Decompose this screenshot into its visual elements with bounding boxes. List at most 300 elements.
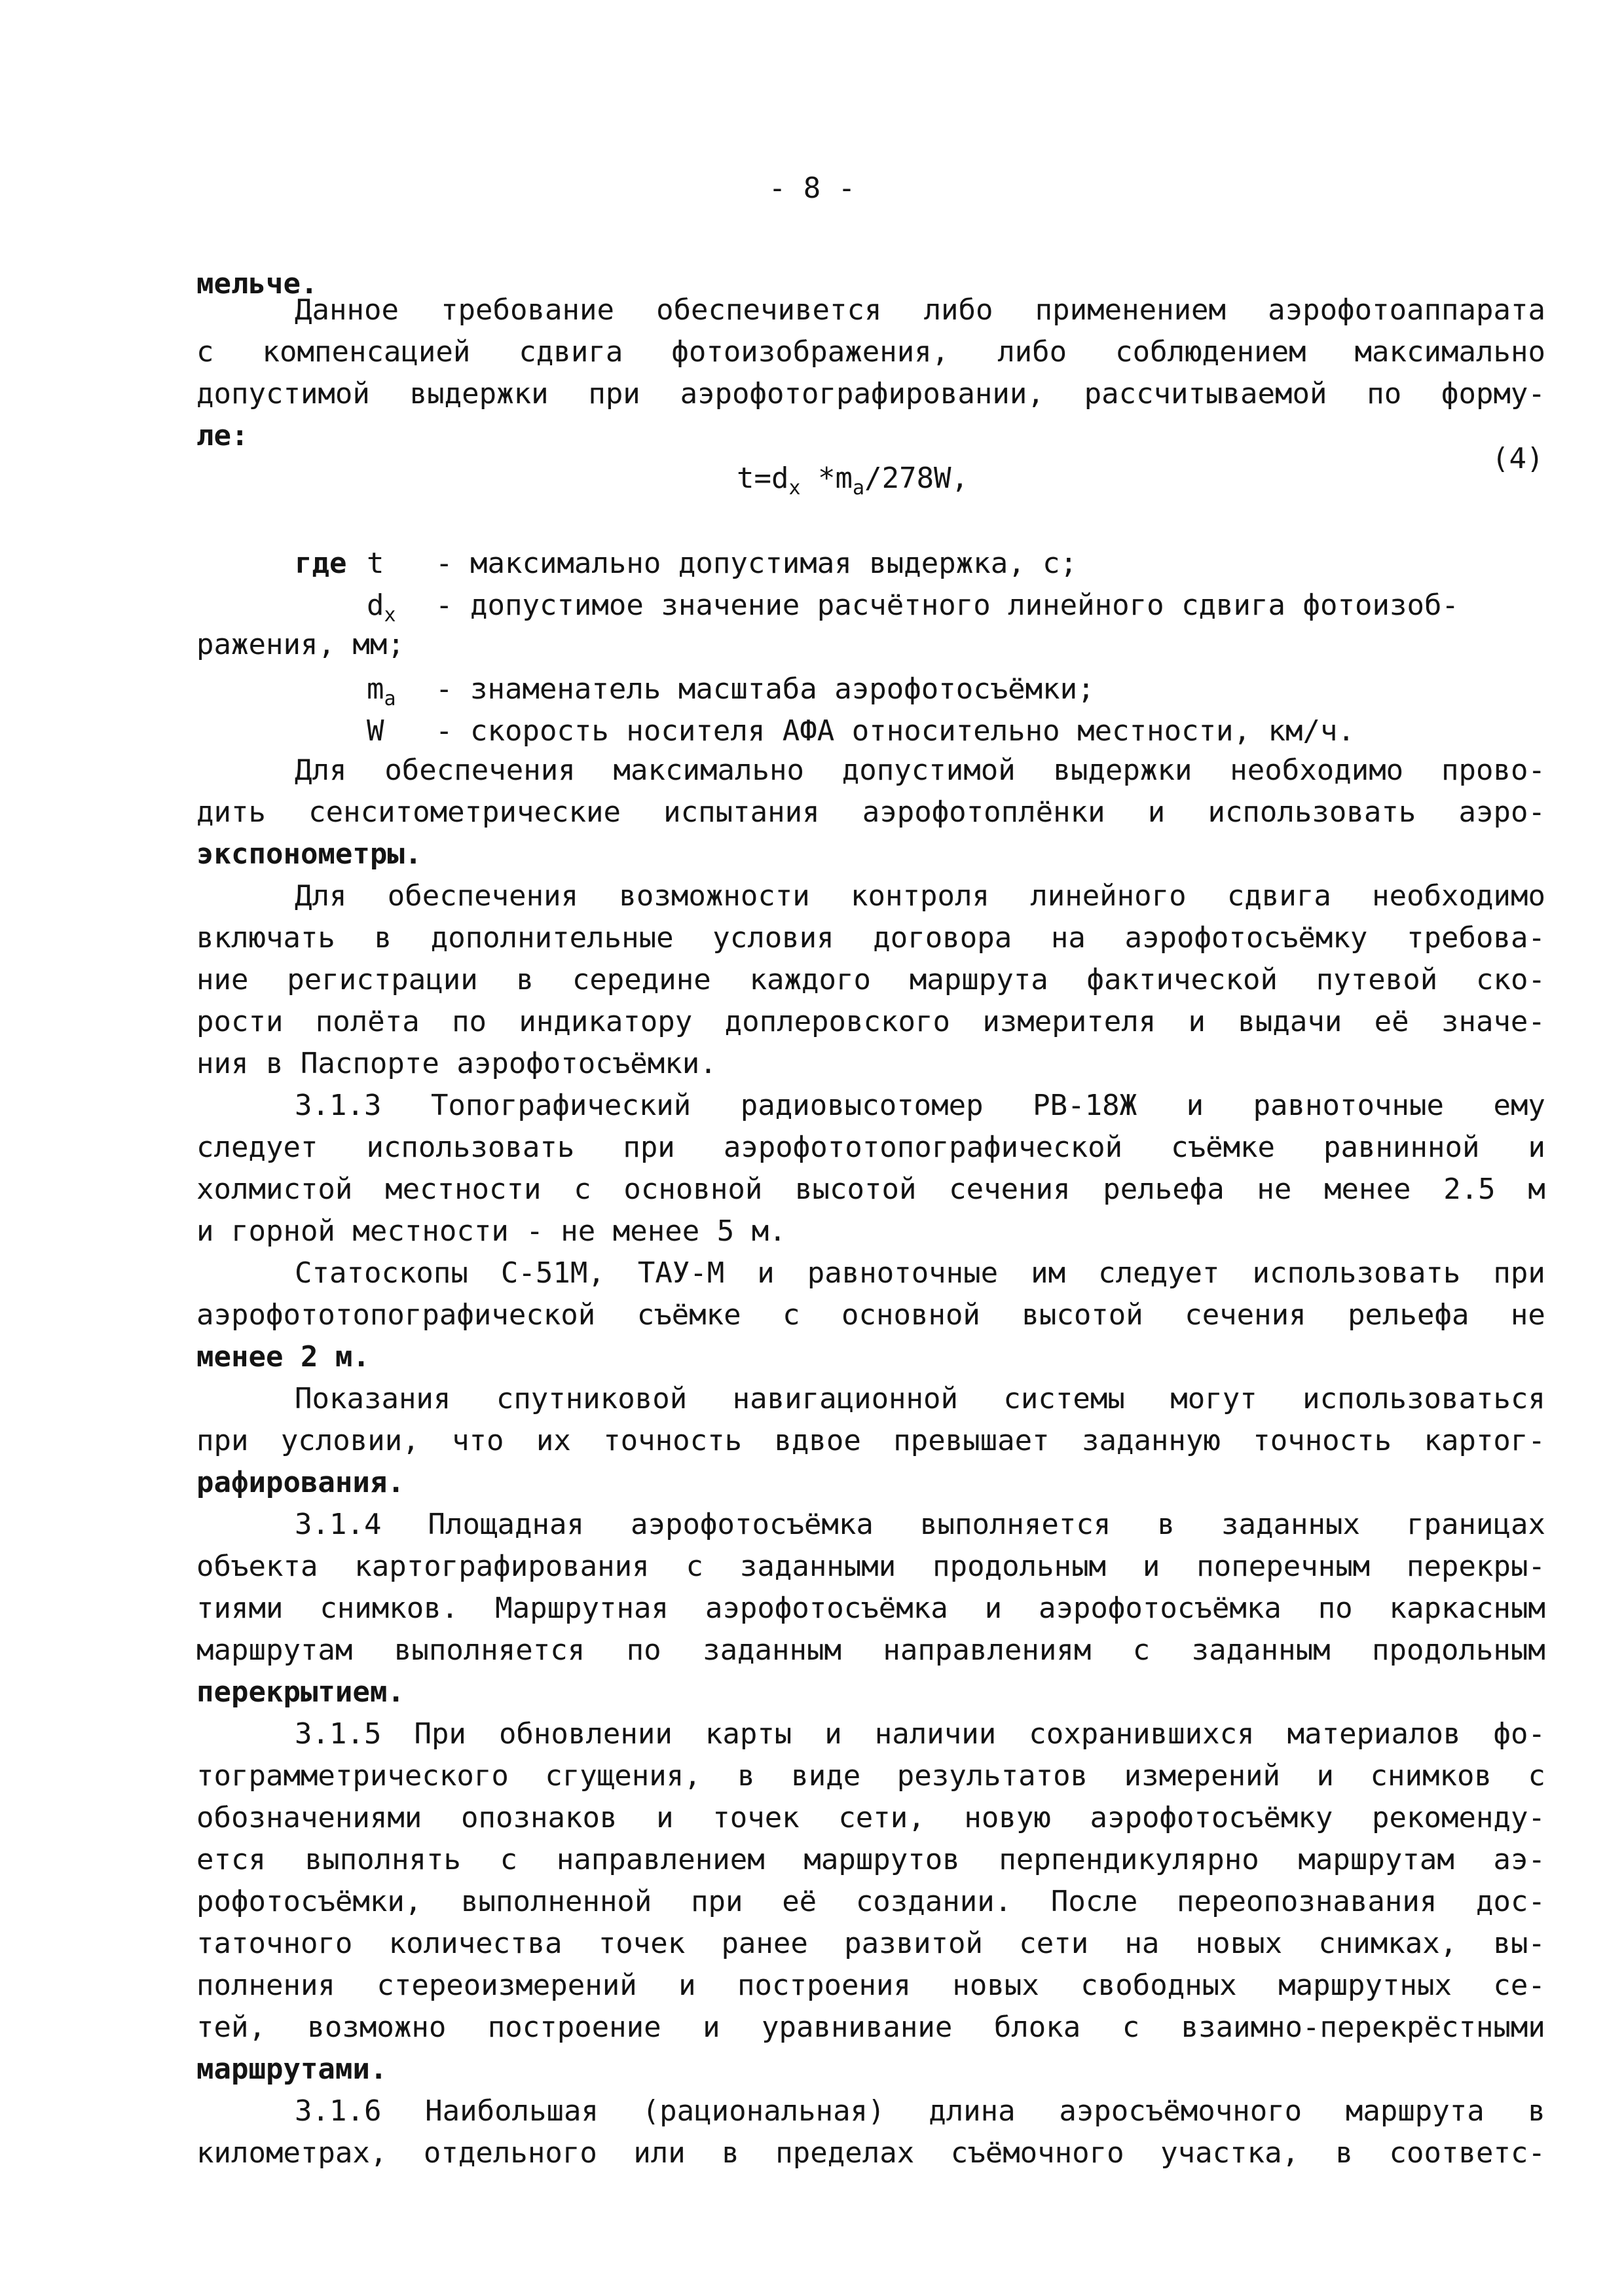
word: новых <box>952 1969 1039 2002</box>
word: в <box>374 921 392 955</box>
word: ско- <box>1476 963 1545 996</box>
word: Для <box>295 879 347 913</box>
word: форму- <box>1441 377 1545 410</box>
word: взаимно-перекрёстными <box>1181 2011 1545 2044</box>
word: карты <box>705 1717 792 1751</box>
text-line <box>196 963 1545 996</box>
word: С-51М, <box>500 1256 605 1290</box>
word: необходимо <box>1372 879 1545 913</box>
word: снимков. <box>320 1592 459 1625</box>
word: середине <box>572 963 711 996</box>
text-line <box>196 795 1545 829</box>
word: заданных <box>1221 1508 1360 1541</box>
word: использоваться <box>1302 1382 1545 1415</box>
legend-symbol: t <box>367 547 384 580</box>
text-line: мельче. <box>196 267 318 301</box>
word: высотой <box>1022 1298 1143 1332</box>
word: аэро- <box>1458 795 1545 829</box>
word: на <box>1124 1927 1160 1960</box>
legend-symbol <box>367 672 396 710</box>
word: новую <box>964 1801 1051 1834</box>
word: Статоскопы <box>295 1256 468 1290</box>
word: участка, <box>1160 2136 1300 2170</box>
word: рости <box>196 1005 284 1038</box>
word: пределах <box>775 2136 915 2170</box>
word: результатов <box>896 1759 1088 1793</box>
section-3-1-5-line <box>295 1717 1545 1751</box>
word: сети, <box>838 1801 925 1834</box>
word: Показания <box>295 1382 451 1415</box>
word: При <box>414 1717 466 1751</box>
text-line: маршрутами. <box>196 2052 388 2086</box>
word: километрах, <box>196 2136 388 2170</box>
text-line <box>196 1175 1545 1204</box>
word: заданным <box>703 1633 841 1667</box>
word: с <box>1528 1759 1545 1793</box>
word: свободных <box>1080 1969 1237 2002</box>
legend-symbol: W <box>367 714 384 748</box>
word: в <box>722 2136 739 2170</box>
text-line <box>196 2136 1545 2170</box>
word: с <box>1122 2011 1140 2044</box>
word: и <box>1142 1550 1160 1583</box>
text-line <box>196 1801 1545 1834</box>
word: требование <box>441 293 614 327</box>
text-line <box>196 1005 1545 1038</box>
word: что <box>452 1424 504 1457</box>
word: тиями <box>196 1592 284 1625</box>
word: Для <box>295 754 347 787</box>
word: необходимо <box>1230 754 1404 787</box>
formula-text: /278W, <box>864 462 969 495</box>
word: ние <box>196 963 249 996</box>
word: при <box>196 1424 249 1457</box>
word: сечения <box>1185 1298 1306 1332</box>
word: сети <box>1019 1927 1089 1960</box>
word: рассчитываемой <box>1084 377 1327 410</box>
word: вдвое <box>774 1424 861 1457</box>
word: обеспечивется <box>656 293 882 327</box>
word: рекоменду- <box>1372 1801 1545 1834</box>
word: точек <box>598 1927 686 1960</box>
word: возможности <box>619 879 810 913</box>
word: прово- <box>1441 754 1545 787</box>
word: с <box>196 335 214 369</box>
word: на <box>1050 921 1086 955</box>
word: обеспечения <box>384 754 576 787</box>
word: допустимой <box>196 377 370 410</box>
word: (рациональная) <box>642 2094 885 2128</box>
word: местности <box>385 1173 542 1206</box>
word: с <box>574 1173 591 1206</box>
word: наличии <box>874 1717 997 1751</box>
legend-symbol <box>367 589 396 627</box>
section-3-1-4-line <box>295 1510 1545 1539</box>
formula-number: (4) <box>1492 442 1544 475</box>
word: выполняется <box>919 1508 1111 1541</box>
text-line <box>196 921 1545 955</box>
word: выдержки <box>409 377 549 410</box>
word: использовать <box>1208 795 1416 829</box>
word: тей, <box>196 2011 266 2044</box>
word: переопознавания <box>1176 1885 1437 1918</box>
word: продольным <box>932 1550 1107 1583</box>
word: и <box>1316 1759 1335 1793</box>
word: создании. <box>855 1885 1012 1918</box>
word: рельефа <box>1103 1173 1225 1206</box>
word: каркасным <box>1389 1592 1545 1625</box>
legend-description: - допустимое значение расчётного линейного сдвига фотоизоб- <box>435 589 1459 622</box>
page-number: - 8 - <box>768 172 856 205</box>
word: заданными <box>739 1550 896 1583</box>
text-line <box>196 1633 1545 1667</box>
word: построения <box>737 1969 911 2002</box>
word: и <box>824 1717 842 1751</box>
word: по <box>626 1633 661 1667</box>
word: дополнительные <box>430 921 674 955</box>
text-line <box>196 1929 1545 1958</box>
word: вы- <box>1493 1927 1545 1960</box>
word: соблюдением <box>1115 335 1306 369</box>
word: менее <box>1324 1173 1411 1206</box>
word: с <box>686 1550 703 1583</box>
word: доплеровского <box>724 1005 950 1038</box>
word: м <box>1528 1173 1545 1206</box>
word: Наибольшая <box>425 2094 599 2128</box>
word: новых <box>1195 1927 1283 1960</box>
word: Данное <box>295 293 399 327</box>
text-line <box>196 1843 1545 1876</box>
word: либо <box>997 335 1067 369</box>
word: не <box>1510 1298 1545 1332</box>
word: съёмке <box>637 1298 741 1332</box>
word: картог- <box>1424 1424 1545 1457</box>
text-line: рафирования. <box>196 1466 405 1499</box>
word: стереоизмерений <box>377 1969 637 2002</box>
word: и <box>678 1969 696 2002</box>
word: картографирования <box>354 1550 650 1583</box>
word: основной <box>623 1173 763 1206</box>
word: ему <box>1493 1089 1545 1122</box>
formula <box>737 462 969 500</box>
word: компенсацией <box>262 335 471 369</box>
word: РВ-18Ж <box>1033 1089 1137 1122</box>
word: превышает <box>893 1424 1050 1457</box>
text-line <box>295 879 1545 913</box>
word: направлениям <box>883 1633 1092 1667</box>
word: ранее <box>721 1927 808 1960</box>
word: системы <box>1003 1382 1125 1415</box>
word: тограмметрического <box>196 1759 509 1793</box>
word: сгущения, <box>545 1759 701 1793</box>
word: регистрации <box>287 963 478 996</box>
section-3-1-3-line <box>295 1091 1545 1120</box>
word: аэрофотосъёмку <box>1124 921 1368 955</box>
word: использовать <box>366 1131 575 1164</box>
word: аэрофотосъёмка <box>705 1592 948 1625</box>
word: аэрофотографировании, <box>680 377 1044 410</box>
word: холмистой <box>196 1173 353 1206</box>
word: по <box>1367 377 1402 410</box>
word: опознаков <box>461 1801 618 1834</box>
word: рельефа <box>1348 1298 1469 1332</box>
word: 3.1.3 <box>295 1089 382 1122</box>
word: се- <box>1493 1969 1545 2002</box>
word: и <box>703 2011 720 2044</box>
word: 3.1.4 <box>295 1508 382 1541</box>
word: аэрофотосъёмка <box>1038 1592 1282 1625</box>
legend-description: - знаменатель масштаба аэрофотосъёмки; <box>435 672 1095 706</box>
text-line <box>196 1887 1545 1916</box>
word: аэ- <box>1493 1843 1545 1876</box>
word: сечения <box>949 1173 1071 1206</box>
word: 3.1.5 <box>295 1717 382 1751</box>
word: контроля <box>851 879 989 913</box>
word: ется <box>196 1843 266 1876</box>
word: и <box>1528 1131 1545 1164</box>
word: снимках, <box>1318 1927 1458 1960</box>
text-line: ния в Паспорте аэрофотосъёмки. <box>196 1047 717 1080</box>
formula-text: *m <box>800 462 853 495</box>
text-line: перекрытием. <box>196 1675 405 1709</box>
word: фотоизображения, <box>671 335 950 369</box>
word: маршрутам <box>196 1633 353 1667</box>
word: с <box>783 1298 800 1332</box>
word: аэросъёмочного <box>1059 2094 1302 2128</box>
word: в <box>1157 1508 1175 1541</box>
legend-where-word: где <box>295 547 347 580</box>
word: высотой <box>795 1173 917 1206</box>
word: аэрофототопографической <box>196 1298 596 1332</box>
word: Топографический <box>430 1089 692 1122</box>
word: рофотосъёмки, <box>196 1885 422 1918</box>
text-line <box>295 293 1545 327</box>
text-line <box>295 1382 1545 1415</box>
word: и <box>984 1592 1003 1625</box>
word: длина <box>929 2094 1016 2128</box>
word: равнинной <box>1323 1131 1480 1164</box>
word: и <box>1188 1005 1206 1038</box>
text-line: ле: <box>196 419 249 452</box>
word: с <box>500 1843 518 1876</box>
word: требова- <box>1407 921 1545 955</box>
word: съёмке <box>1171 1131 1276 1164</box>
legend-symbol-subscript: a <box>384 687 396 710</box>
text-line <box>196 1594 1545 1623</box>
word: виде <box>791 1759 861 1793</box>
word: сдвига <box>519 335 623 369</box>
word: выполненной <box>461 1885 652 1918</box>
word: возможно <box>307 2011 447 2044</box>
text-line: и горной местности - не менее 5 м. <box>196 1214 786 1248</box>
text-line <box>196 1552 1545 1581</box>
word: индикатору <box>519 1005 693 1038</box>
word: построение <box>487 2011 661 2044</box>
word: и <box>1186 1089 1204 1122</box>
word: материалов <box>1287 1717 1461 1751</box>
word: маршрута <box>909 963 1048 996</box>
formula-subscript: a <box>853 477 865 500</box>
text-line: ражения, мм; <box>196 628 405 661</box>
word: их <box>536 1424 571 1457</box>
word: полёта <box>315 1005 420 1038</box>
word: блока <box>993 2011 1081 2044</box>
word: либо <box>923 293 993 327</box>
word: соответс- <box>1389 2136 1545 2170</box>
word: сенситометрические <box>308 795 621 829</box>
text-line <box>196 1133 1545 1162</box>
word: измерителя <box>982 1005 1156 1038</box>
word: включать <box>196 921 335 955</box>
word: каждого <box>749 963 871 996</box>
text-line: экспонометры. <box>196 837 422 871</box>
word: заданным <box>1191 1633 1331 1667</box>
text-line <box>295 756 1545 785</box>
word: путевой <box>1316 963 1438 996</box>
word: перпендикулярно <box>999 1843 1259 1876</box>
word: равноточные <box>807 1256 999 1290</box>
word: отдельного <box>423 2136 597 2170</box>
word: в <box>1528 2094 1545 2128</box>
word: полнения <box>196 1969 335 2002</box>
word: аэрофотоаппарата <box>1268 293 1545 327</box>
word: ТАУ-М <box>637 1256 725 1290</box>
word: дить <box>196 795 266 829</box>
word: аэрофотосъёмку <box>1090 1801 1333 1834</box>
legend-description: - максимально допустимая выдержка, с; <box>435 547 1078 580</box>
word: при <box>1493 1256 1545 1290</box>
word: и <box>1147 795 1166 829</box>
word: перекры- <box>1407 1550 1545 1583</box>
word: выдачи <box>1238 1005 1342 1038</box>
word: сдвига <box>1227 879 1331 913</box>
word: точность <box>603 1424 743 1457</box>
text-line: менее 2 м. <box>196 1340 370 1374</box>
word: испытания <box>663 795 820 829</box>
word: спутниковой <box>496 1382 688 1415</box>
word: направлением <box>556 1843 765 1876</box>
word: следует <box>1098 1256 1220 1290</box>
word: могут <box>1170 1382 1257 1415</box>
word: развитой <box>844 1927 984 1960</box>
word: не <box>1257 1173 1292 1206</box>
word: уравнивание <box>761 2011 953 2044</box>
word: основной <box>841 1298 980 1332</box>
text-line <box>196 1759 1545 1793</box>
word: обеспечения <box>387 879 579 913</box>
word: 3.1.6 <box>295 2094 382 2128</box>
word: границах <box>1407 1508 1545 1541</box>
word: выдержки <box>1053 754 1192 787</box>
word: радиовысотомер <box>740 1089 984 1122</box>
text-line <box>196 335 1545 369</box>
word: съёмочного <box>950 2136 1124 2170</box>
word: поперечным <box>1196 1550 1371 1583</box>
word: навигационной <box>732 1382 959 1415</box>
text-line <box>295 1256 1545 1290</box>
word: по <box>452 1005 487 1038</box>
word: с <box>1132 1633 1151 1667</box>
word: Площадная <box>428 1508 584 1541</box>
word: обновлении <box>498 1717 673 1751</box>
word: использовать <box>1252 1256 1461 1290</box>
word: по <box>1318 1592 1353 1625</box>
legend-description: - скорость носителя АФА относительно местности, км/ч. <box>435 714 1355 748</box>
word: при <box>588 377 640 410</box>
word: максимально <box>1354 335 1545 369</box>
word: выполнять <box>304 1843 462 1876</box>
word: точек <box>712 1801 800 1834</box>
word: дос- <box>1475 1885 1545 1918</box>
word: им <box>1031 1256 1066 1290</box>
word: равноточные <box>1253 1089 1444 1122</box>
legend-where <box>295 547 346 580</box>
word: продольным <box>1372 1633 1545 1667</box>
word: сохранившихся <box>1029 1717 1255 1751</box>
word: маршрутных <box>1278 1969 1452 2002</box>
word: снимков <box>1370 1759 1492 1793</box>
legend-symbol-base: m <box>367 672 384 706</box>
legend-symbol-base: d <box>367 589 384 622</box>
section-3-1-6-line <box>295 2094 1545 2128</box>
word: условия <box>712 921 834 955</box>
word: обозначениями <box>196 1801 422 1834</box>
formula-subscript: x <box>788 477 801 500</box>
word: 2.5 <box>1443 1173 1496 1206</box>
word: при <box>623 1131 675 1164</box>
word: линейного <box>1030 879 1187 913</box>
word: допустимой <box>841 754 1016 787</box>
text-line <box>196 1298 1545 1332</box>
text-line <box>196 1424 1545 1457</box>
word: следует <box>196 1131 318 1164</box>
formula-text: t=d <box>737 462 789 495</box>
word: в <box>1335 2136 1354 2170</box>
word: измерений <box>1124 1759 1281 1793</box>
word: её <box>1374 1005 1409 1038</box>
word: выполняется <box>394 1633 585 1667</box>
word: таточного <box>196 1927 353 1960</box>
word: фо- <box>1493 1717 1545 1751</box>
word: в <box>516 963 534 996</box>
word: и <box>656 1801 674 1834</box>
word: значе- <box>1441 1005 1545 1038</box>
word: фактической <box>1086 963 1278 996</box>
text-line <box>196 2013 1545 2042</box>
word: Маршрутная <box>495 1592 669 1625</box>
word: максимально <box>613 754 804 787</box>
word: маршрута <box>1345 2094 1485 2128</box>
word: применением <box>1035 293 1227 327</box>
word: аэрофотосъёмка <box>631 1508 874 1541</box>
word: объекта <box>196 1550 318 1583</box>
word: аэрофотоплёнки <box>862 795 1105 829</box>
word: количества <box>388 1927 563 1960</box>
word: аэрофототопографической <box>723 1131 1123 1164</box>
word: точность <box>1253 1424 1392 1457</box>
text-line <box>196 1971 1545 2000</box>
word: маршрутам <box>1298 1843 1454 1876</box>
text-line <box>196 377 1545 410</box>
word: её <box>782 1885 817 1918</box>
word: маршрутов <box>803 1843 960 1876</box>
word: условии, <box>280 1424 420 1457</box>
word: договора <box>873 921 1012 955</box>
legend-symbol-subscript: x <box>384 604 396 627</box>
word: заданную <box>1081 1424 1221 1457</box>
word: или <box>633 2136 686 2170</box>
word: в <box>737 1759 755 1793</box>
